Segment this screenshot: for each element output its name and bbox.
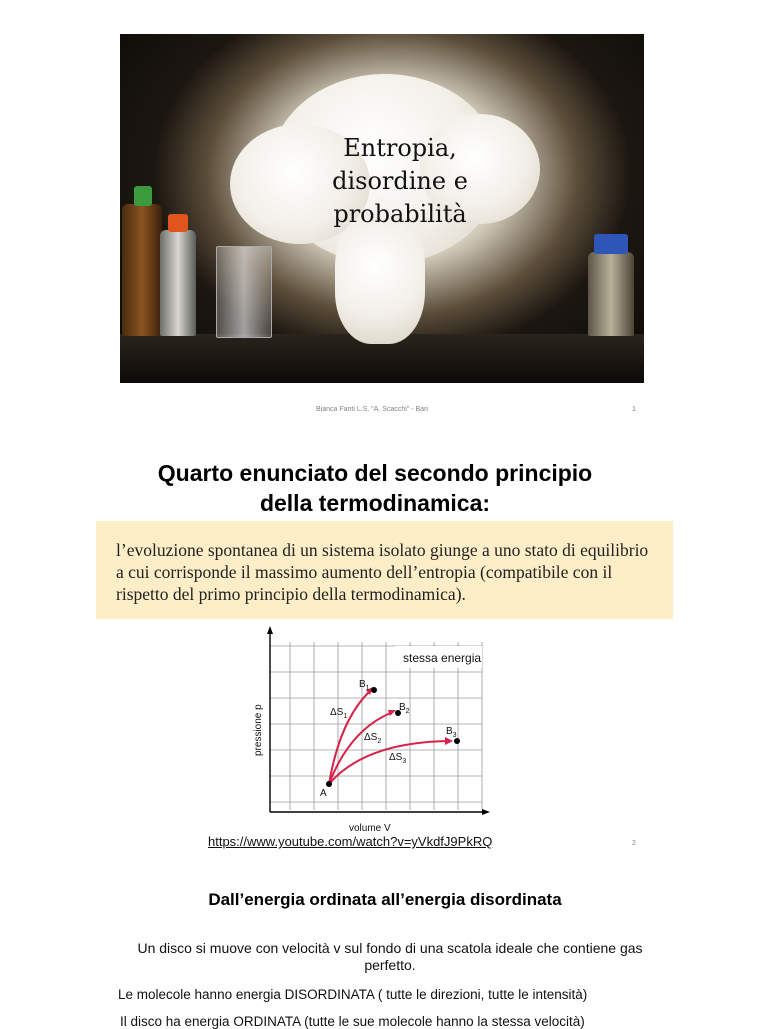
slide-title: Dall’energia ordinata all’energia disordinata (208, 890, 562, 909)
title-line: probabilità (333, 200, 467, 228)
title-line: disordine e (332, 167, 468, 195)
slide-footer: Bianca Fanti L.S. "A. Scacchi" - Bari (316, 406, 428, 413)
orange-cap (168, 214, 188, 232)
label-delta-s1: $\Delta S_1$ (330, 707, 348, 720)
label-a: A (320, 788, 327, 799)
title-line: Entropia, (343, 134, 457, 162)
definition-box (96, 521, 673, 619)
point-a (326, 781, 332, 787)
brown-bottle (122, 204, 162, 336)
blue-cap (594, 234, 628, 254)
slide-title: Quarto enunciato del secondo principio della termodinamica: (157, 460, 593, 516)
x-axis-label: volume V (349, 823, 391, 834)
label-b3: $B_3$ (446, 726, 457, 739)
label-b2: $B_2$ (399, 702, 410, 715)
y-axis-label: pressione p (253, 704, 264, 756)
label-b1: $B_1$ (359, 679, 370, 692)
page-number: 1 (632, 406, 636, 413)
label-delta-s2: $\Delta S_2$ (364, 732, 382, 745)
slide-body-text: Un disco si muove con velocità v sul fondo di una scatola ideale che contiene gas perfetto. (137, 940, 643, 973)
label-delta-s3: $\Delta S_3$ (389, 752, 407, 765)
clear-bottle (160, 230, 196, 336)
caption: stessa energia (403, 651, 482, 665)
body-line: Le molecole hanno energia DISORDINATA ( tutte le direzioni, tutte le intensità) (118, 987, 588, 1002)
video-link[interactable]: https://www.youtube.com/watch?v=yVkdfJ9PkRQ (208, 834, 493, 849)
y-axis-arrow (267, 626, 273, 634)
x-axis-arrow (482, 809, 490, 815)
point-b1 (371, 687, 377, 693)
explosion-stem (335, 214, 425, 344)
title-slide-photo (120, 34, 644, 383)
page-number: 2 (632, 840, 636, 847)
green-cap (134, 186, 152, 206)
arrowhead-b2 (388, 710, 396, 716)
glass-beaker (216, 246, 272, 338)
slide-title (300, 132, 500, 231)
definition-text: l’evoluzione spontanea di un sistema isolato giunge a uno stato di equilibrio a cui corrisponde il massimo aumento dell’entropia (compatibile con il rispetto del primo principio della termodinamica). (116, 540, 649, 604)
reagent-bottle (588, 252, 634, 336)
pressure-volume-graph (245, 624, 495, 836)
body-line: Il disco ha energia ORDINATA (tutte le sue molecole hanno la stessa velocità) (120, 1014, 585, 1029)
